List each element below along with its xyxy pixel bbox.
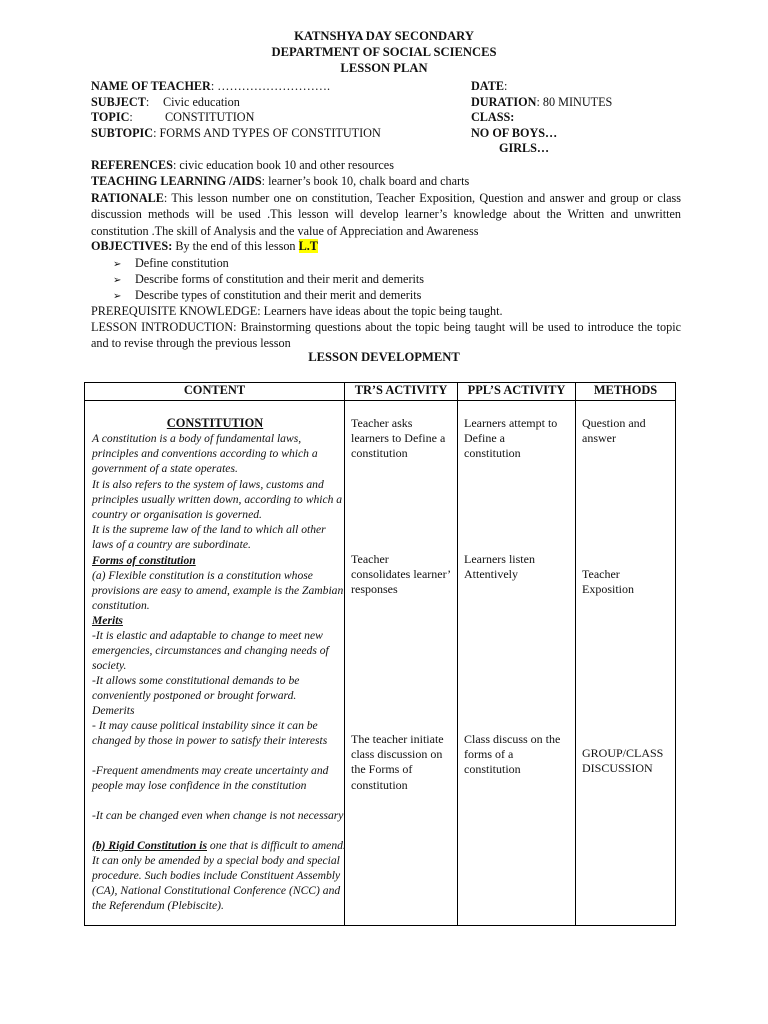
aids-value: learner’s book 10, chalk board and charts <box>268 174 470 188</box>
objective-item: ➢ Describe forms of constitution and their merit and demerits <box>113 272 425 286</box>
class-label: CLASS: <box>471 110 515 124</box>
arrow-bullet-icon: ➢ <box>113 291 122 302</box>
content-heading: CONSTITUTION <box>166 416 264 430</box>
lesson-development-table <box>84 382 676 926</box>
flexible-definition: (a) Flexible constitution is a constitution whose provisions are easy to amend, example is the Zambian constitution. <box>92 569 344 612</box>
method-item: Question and answer <box>582 416 646 446</box>
arrow-bullet-icon: ➢ <box>113 259 122 270</box>
merits-heading: Merits <box>92 614 123 627</box>
rationale-label: RATIONALE <box>91 191 164 205</box>
ppl-activity-item: Learners listen Attentively <box>464 552 535 582</box>
constitution-definition: It is also refers to the system of laws, customs and principles usually written down, according to which a country or organisation is governed. <box>92 478 343 521</box>
references-row: REFERENCES: civic education book 10 and other resources <box>91 158 394 172</box>
merit-item: -It allows some constitutional demands to be conveniently postponed or brought forward. <box>92 674 300 702</box>
boys-label: NO OF BOYS… <box>471 126 558 140</box>
date-row: DATE: <box>471 79 508 93</box>
demerit-item: -Frequent amendments may create uncertainty and people may lose confidence in the constitution <box>92 764 329 792</box>
forms-heading: Forms of constitution <box>92 554 196 567</box>
objective-item: ➢ Describe types of constitution and their merit and demerits <box>113 288 422 302</box>
topic-row: TOPIC: <box>91 110 133 124</box>
demerit-item: - It may cause political instability since it can be changed by those in power to satisfy their interests <box>92 719 328 747</box>
references-value: civic education book 10 and other resources <box>179 158 394 172</box>
duration-row: DURATION: 80 MINUTES <box>471 95 613 109</box>
references-label: REFERENCES <box>91 158 173 172</box>
ppl-activity-item: Learners attempt to Define a constitution <box>464 416 558 461</box>
subtopic-value: FORMS AND TYPES OF CONSTITUTION <box>159 126 381 140</box>
subject-row: SUBJECT: <box>91 95 150 109</box>
method-item: Teacher Exposition <box>582 567 635 597</box>
development-title: LESSON DEVELOPMENT <box>308 350 460 364</box>
lesson-introduction: LESSON INTRODUCTION: Brainstorming questions about the topic being taught will be used to introduce the topic and to revise through the previous lesson <box>91 320 681 351</box>
arrow-bullet-icon: ➢ <box>113 275 122 286</box>
document-title: LESSON PLAN <box>340 61 428 75</box>
subtopic-label: SUBTOPIC <box>91 126 154 140</box>
prerequisite-knowledge: PREREQUISITE KNOWLEDGE: Learners have ideas about the topic being taught. <box>91 304 503 318</box>
teacher-value: ………………………. <box>217 79 331 93</box>
rationale-text: This lesson number one on constitution, Teacher Exposition, Question and answer and group or class discussion methods will be used .This lesson will develop learner’s knowledge about the Written and unwritten constitution .The skill of Analysis and the value of Appreciation and Awareness <box>91 191 682 238</box>
girls-label: GIRLS… <box>499 141 550 155</box>
objectives-row <box>91 239 318 254</box>
tr-activity-item: Teacher consolidates learner’ responses <box>351 552 451 597</box>
aids-label: TEACHING LEARNING /AIDS <box>91 174 262 188</box>
subject-label: SUBJECT <box>91 95 146 109</box>
objectives-label: OBJECTIVES: <box>91 239 173 253</box>
subtopic-row: SUBTOPIC: FORMS AND TYPES OF CONSTITUTION <box>91 126 381 140</box>
duration-label: DURATION <box>471 95 537 109</box>
table-row <box>85 401 676 926</box>
objectives-highlight: L.T <box>298 239 318 253</box>
tr-activity-item: Teacher asks learners to Define a constitution <box>351 416 446 461</box>
demerit-item: -It can be changed even when change is not necessary <box>92 809 344 822</box>
ppl-activity-cell <box>458 401 576 926</box>
column-header-content: CONTENT <box>85 383 345 401</box>
column-header-ppl-activity: PPL’S ACTIVITY <box>458 383 576 401</box>
teacher-label: NAME OF TEACHER <box>91 79 211 93</box>
objective-item: ➢ Define constitution <box>113 256 229 270</box>
teacher-row: NAME OF TEACHER: ………………………. <box>91 79 331 93</box>
aids-row: TEACHING LEARNING /AIDS: learner’s book 10, chalk board and charts <box>91 174 470 188</box>
topic-label: TOPIC <box>91 110 130 124</box>
content-cell <box>85 401 345 926</box>
rationale-paragraph: RATIONALE: This lesson number one on constitution, Teacher Exposition, Question and answer and group or class discussion methods will be used .This lesson will develop learner’s knowledge about the Written and unwritten constitution .The skill of Analysis and the value of Appreciation and Awareness <box>91 191 682 238</box>
rigid-constitution <box>92 838 346 913</box>
column-header-methods: METHODS <box>576 383 676 401</box>
department-name: DEPARTMENT OF SOCIAL SCIENCES <box>271 45 497 59</box>
rigid-heading: (b) Rigid Constitution is <box>92 839 208 852</box>
date-label: DATE <box>471 79 504 93</box>
rigid-text: one that is difficult to amend. It can only be amended by a special body and special procedure. Such bodies include Constituent Assembly (CA), National Constitutional Conference (NCC) and the Referendum (Plebiscite). <box>92 839 346 912</box>
merit-item: -It is elastic and adaptable to change to meet new emergencies, circumstances and changing needs of society. <box>92 629 329 672</box>
table-header-row <box>85 383 676 401</box>
duration-value: 80 MINUTES <box>542 95 613 109</box>
tr-activity-item: The teacher initiate class discussion on the Forms of constitution <box>351 732 444 792</box>
school-name: KATNSHYA DAY SECONDARY <box>294 29 474 43</box>
column-header-tr-activity: TR’S ACTIVITY <box>345 383 458 401</box>
subject-value: Civic education <box>163 95 240 109</box>
methods-cell <box>576 401 676 926</box>
tr-activity-cell <box>345 401 458 926</box>
topic-value: CONSTITUTION <box>165 110 255 124</box>
method-item: GROUP/CLASS DISCUSSION <box>582 746 664 776</box>
ppl-activity-item: Class discuss on the forms of a constitution <box>464 732 561 777</box>
demerits-heading: Demerits <box>92 704 135 717</box>
constitution-definition: It is the supreme law of the land to which all other laws of a country are subordinate. <box>92 523 326 551</box>
constitution-definition: A constitution is a body of fundamental laws, principles and conventions according to which a government of a state operates. <box>92 432 318 475</box>
objectives-intro: By the end of this lesson <box>175 239 296 253</box>
